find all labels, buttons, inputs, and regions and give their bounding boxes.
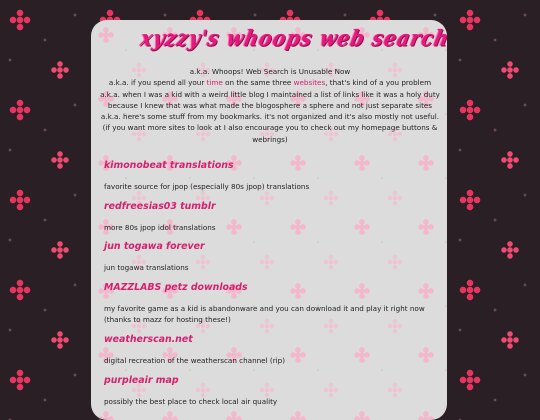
link-description: digital recreation of the weatherscan channel (rip) bbox=[104, 356, 286, 365]
link-kimonobeat-translations[interactable]: kimonobeat translations bbox=[104, 160, 234, 171]
link-description: favorite source for jpop (especially 80s jpop) translations bbox=[104, 182, 310, 191]
link-description: my favorite game as a kid is abandonware and you can download it and play it right now (thanks to mazz for hosting these!) bbox=[104, 304, 425, 324]
intro-line-4: a.k.a. here's some stuff from my bookmarks. it's not organized and it's also mostly not useful. bbox=[100, 112, 440, 122]
link-redfreesias03-tumblr[interactable]: redfreesias03 tumblr bbox=[104, 201, 216, 212]
link-jun-togawa-forever[interactable]: jun togawa forever bbox=[104, 241, 205, 252]
link-purpleair-map[interactable]: purpleair map bbox=[104, 375, 179, 386]
link-weatherscan[interactable]: weatherscan.net bbox=[104, 334, 193, 345]
intro-line-5: (if you want more sites to look at I also encourage you to check out my homepage buttons & webrings) bbox=[102, 123, 438, 144]
site-title: xyzzy's whoops web search bbox=[138, 25, 452, 52]
intro-line-1: a.k.a. Whoops! Web Search is Unusable Now bbox=[189, 67, 351, 76]
intro-line-3: a.k.a. when I was a kid with a weird little blog I maintained a list of links like it was a holy duty because I knew that was what made the blogosphere a sphere and not just separate sites bbox=[100, 89, 440, 110]
link-description: jun togawa translations bbox=[104, 263, 189, 272]
link-mazzlabs-petz-downloads[interactable]: MAZZLABS petz downloads bbox=[104, 282, 248, 293]
link-description: more 80s jpop idol translations bbox=[104, 223, 216, 232]
link-description: possibly the best place to check local air quality bbox=[104, 397, 278, 406]
intro-line-2: a.k.a. if you spend all your time on the same three websites, that's kind of a you problem bbox=[108, 78, 432, 88]
intro-text bbox=[100, 66, 440, 145]
